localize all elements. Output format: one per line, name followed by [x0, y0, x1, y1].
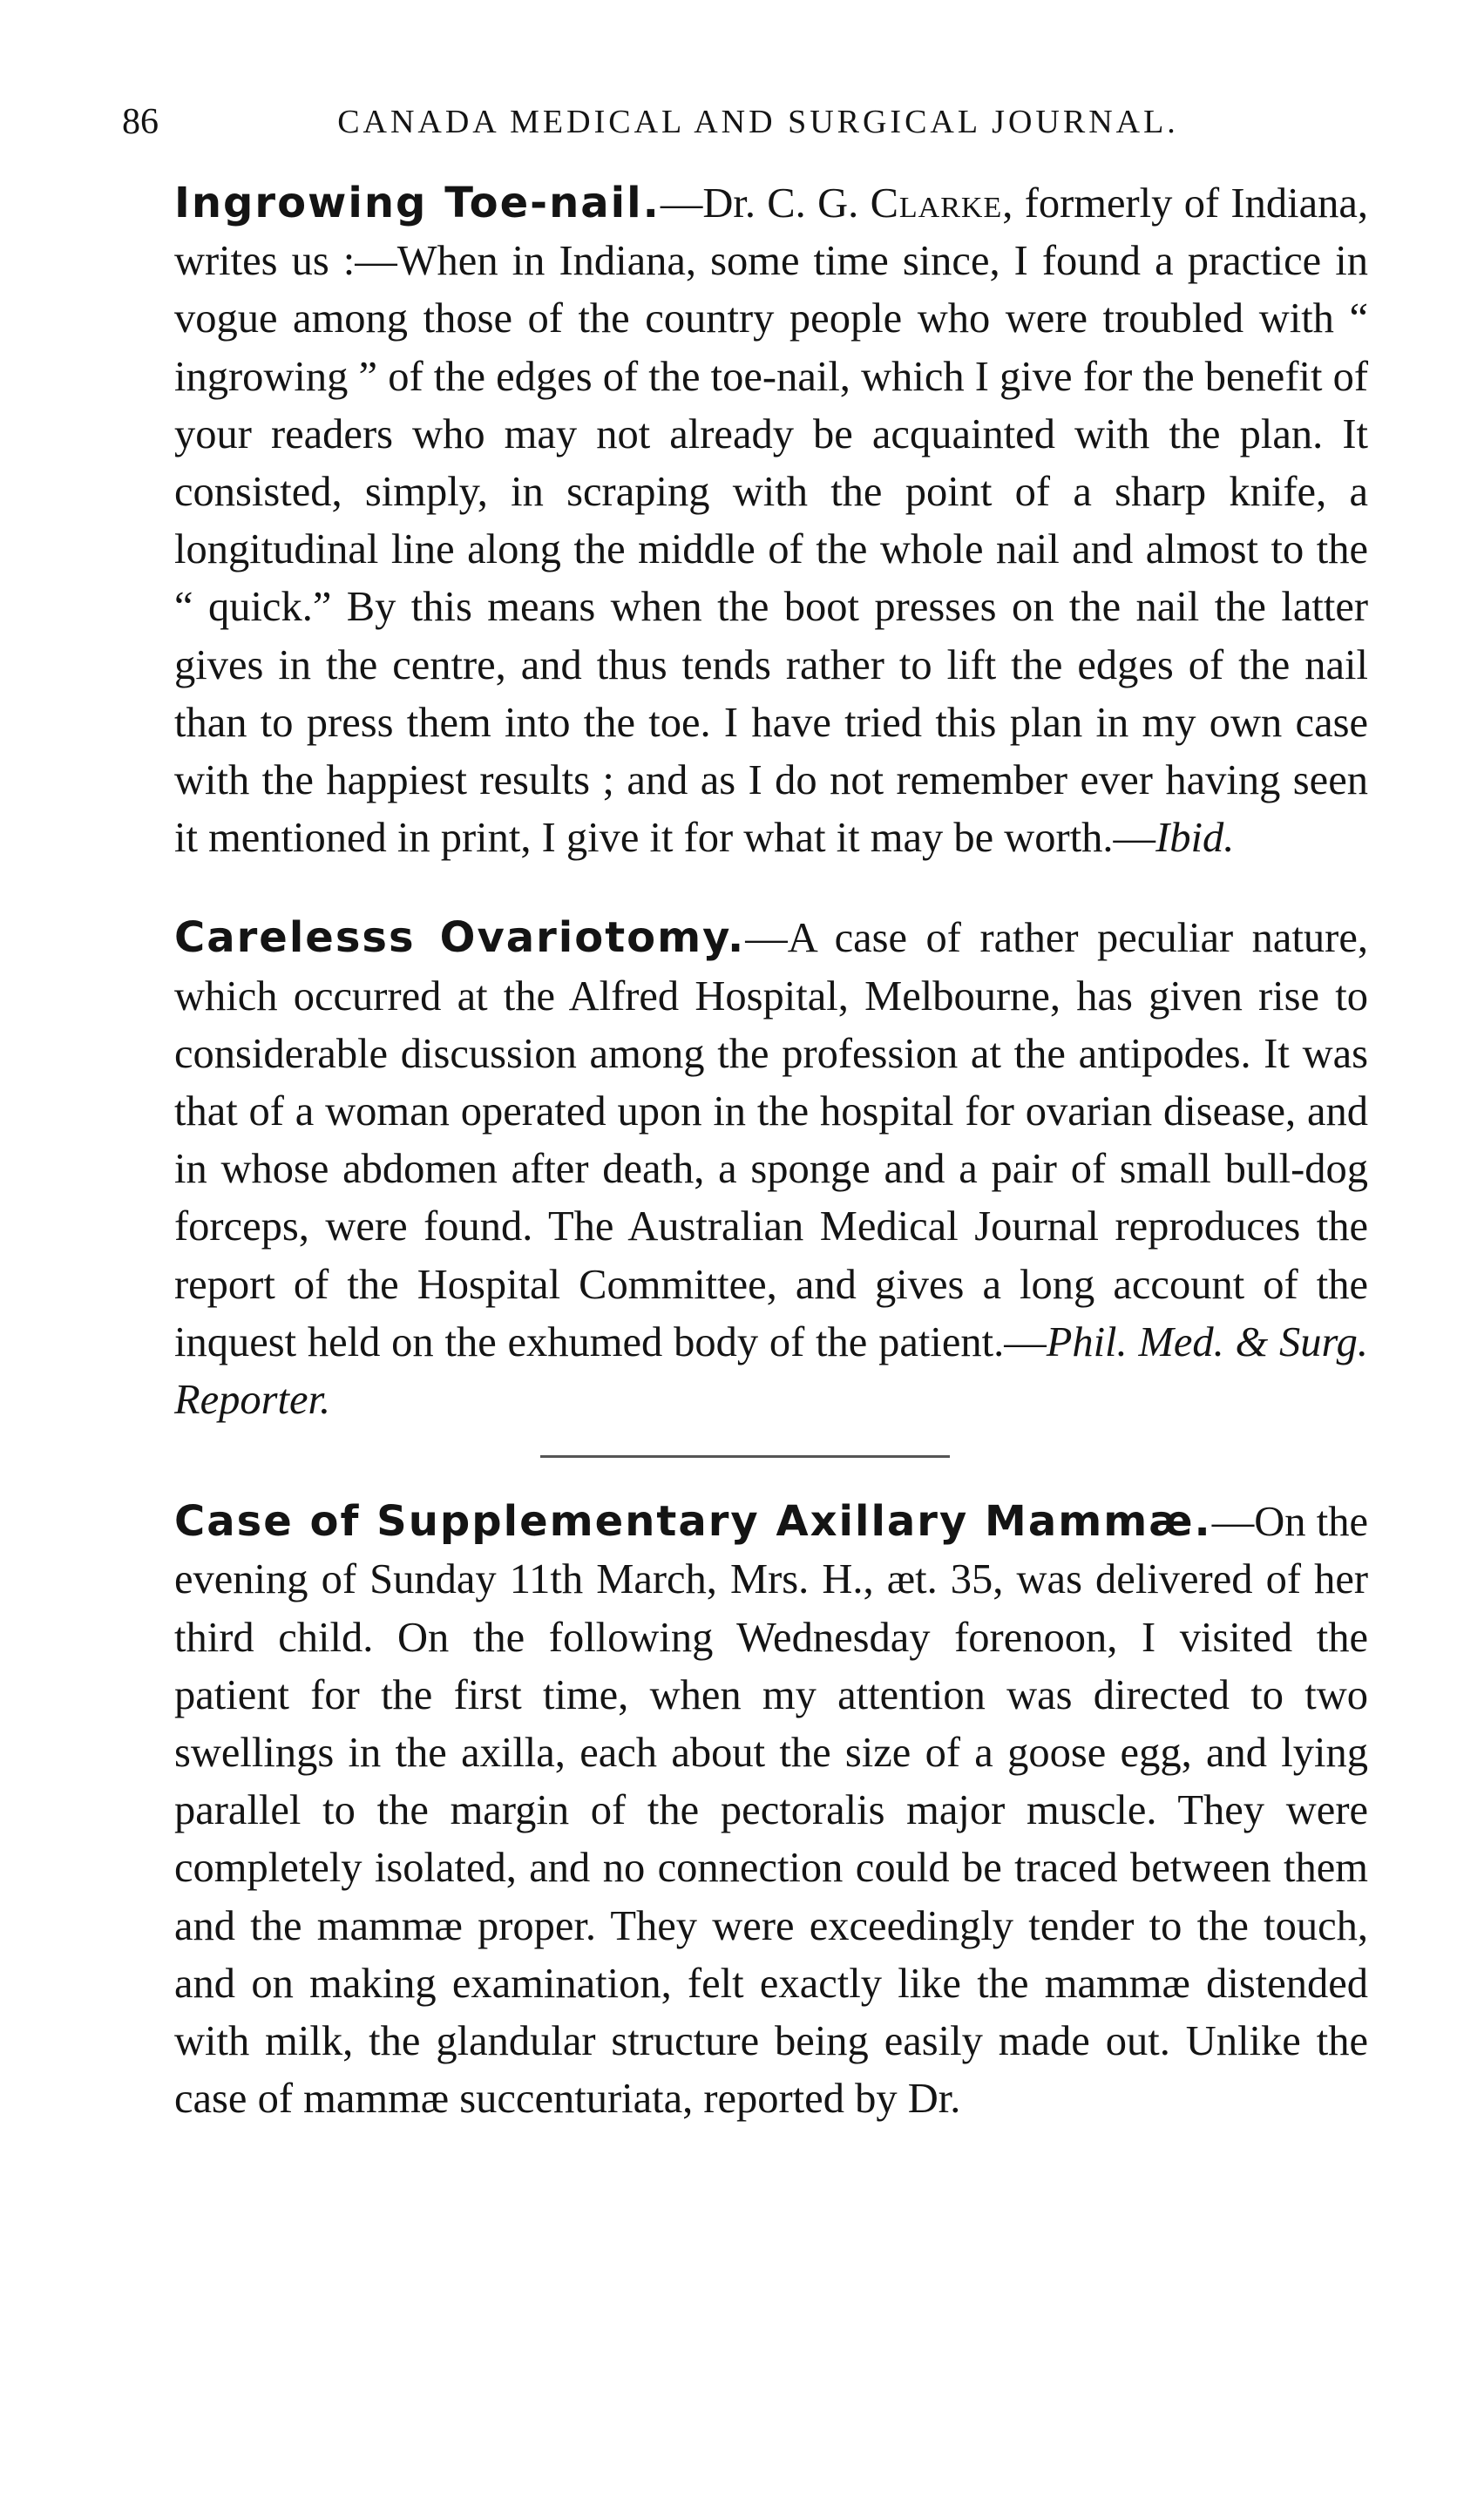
article-ingrowing-toe-nail — [122, 174, 1368, 867]
author-name: Clarke — [870, 180, 1003, 227]
article-body: On the evening of Sunday 11th March, Mrs. H., æt. 35, was delivered of her third child. On the following Wednesday forenoon, I visited the patient for the first time, when my attention was directed to two swellings in the axilla, each about the size of a goose egg, and lying parallel to the margin of the pectoralis major muscle. They were completely isolated, and no connection could be traced between them and the mammæ proper. They were exceedingly tender to the touch, and on making examination, felt exactly like the mammæ distended with milk, the glandular structure being easily made out. Unlike the case of mammæ succenturiata, reported by Dr. — [174, 1499, 1369, 2123]
article-title: Ingrowing Toe-nail. — [174, 179, 661, 227]
article-title: Case of Supplementary Axillary Mammæ. — [174, 1497, 1212, 1547]
article-body: A case of rather peculiar nature, which occurred at the Alfred Hospital, Melbourne, has given rise to considerable discussion among the profession at the antipodes. It was that of a woman operated upon in the hospital for ovarian disease, and in whose abdomen after death, a sponge and a pair of small bull-dog forceps, were found. The Australian Medical Journal reproduces the report of the Hospital Committee, and gives a long account of the inquest held on the exhumed body of the patient.— — [174, 915, 1368, 1365]
author-prefix: Dr. C. G. — [702, 180, 871, 227]
article-source: Phil. Med. & Surg. Reporter. — [174, 1318, 1368, 1424]
page-number: 86 — [122, 102, 159, 142]
title-dash: — — [745, 915, 788, 962]
journal-page — [122, 87, 1368, 2457]
section-divider — [540, 1455, 950, 1458]
article-careless-ovariotomy — [122, 909, 1368, 1429]
article-source: Ibid. — [1155, 815, 1235, 862]
article-axillary-mammae — [122, 1493, 1368, 2128]
article-title: Carelesss Ovariotomy. — [174, 913, 746, 963]
journal-title: CANADA MEDICAL AND SURGICAL JOURNAL. — [337, 104, 1179, 140]
title-dash: — — [1211, 1499, 1255, 1546]
article-body: , formerly of Indiana, writes us :—When in Indiana, some time since, I found a practice in vogue among those of the country people who were troubled with “ ingrowing ” of the edges of the toe-nail, which I give for the benefit of your readers who may not already be acquainted with the plan. It consisted, simply, in scraping with the point of a sharp knife, a longitudinal line along the middle of the whole nail and almost to the “ quick.” By this means when the boot presses on the nail the latter gives in the centre, and thus tends rather to lift the edges of the nail than to press them into the toe. I have tried this plan in my own case with the happiest results ; and as I do not remember ever having seen it mentioned in print, I give it for what it may be worth.— — [174, 180, 1368, 862]
title-dash: — — [660, 180, 703, 227]
running-head — [122, 87, 1368, 157]
